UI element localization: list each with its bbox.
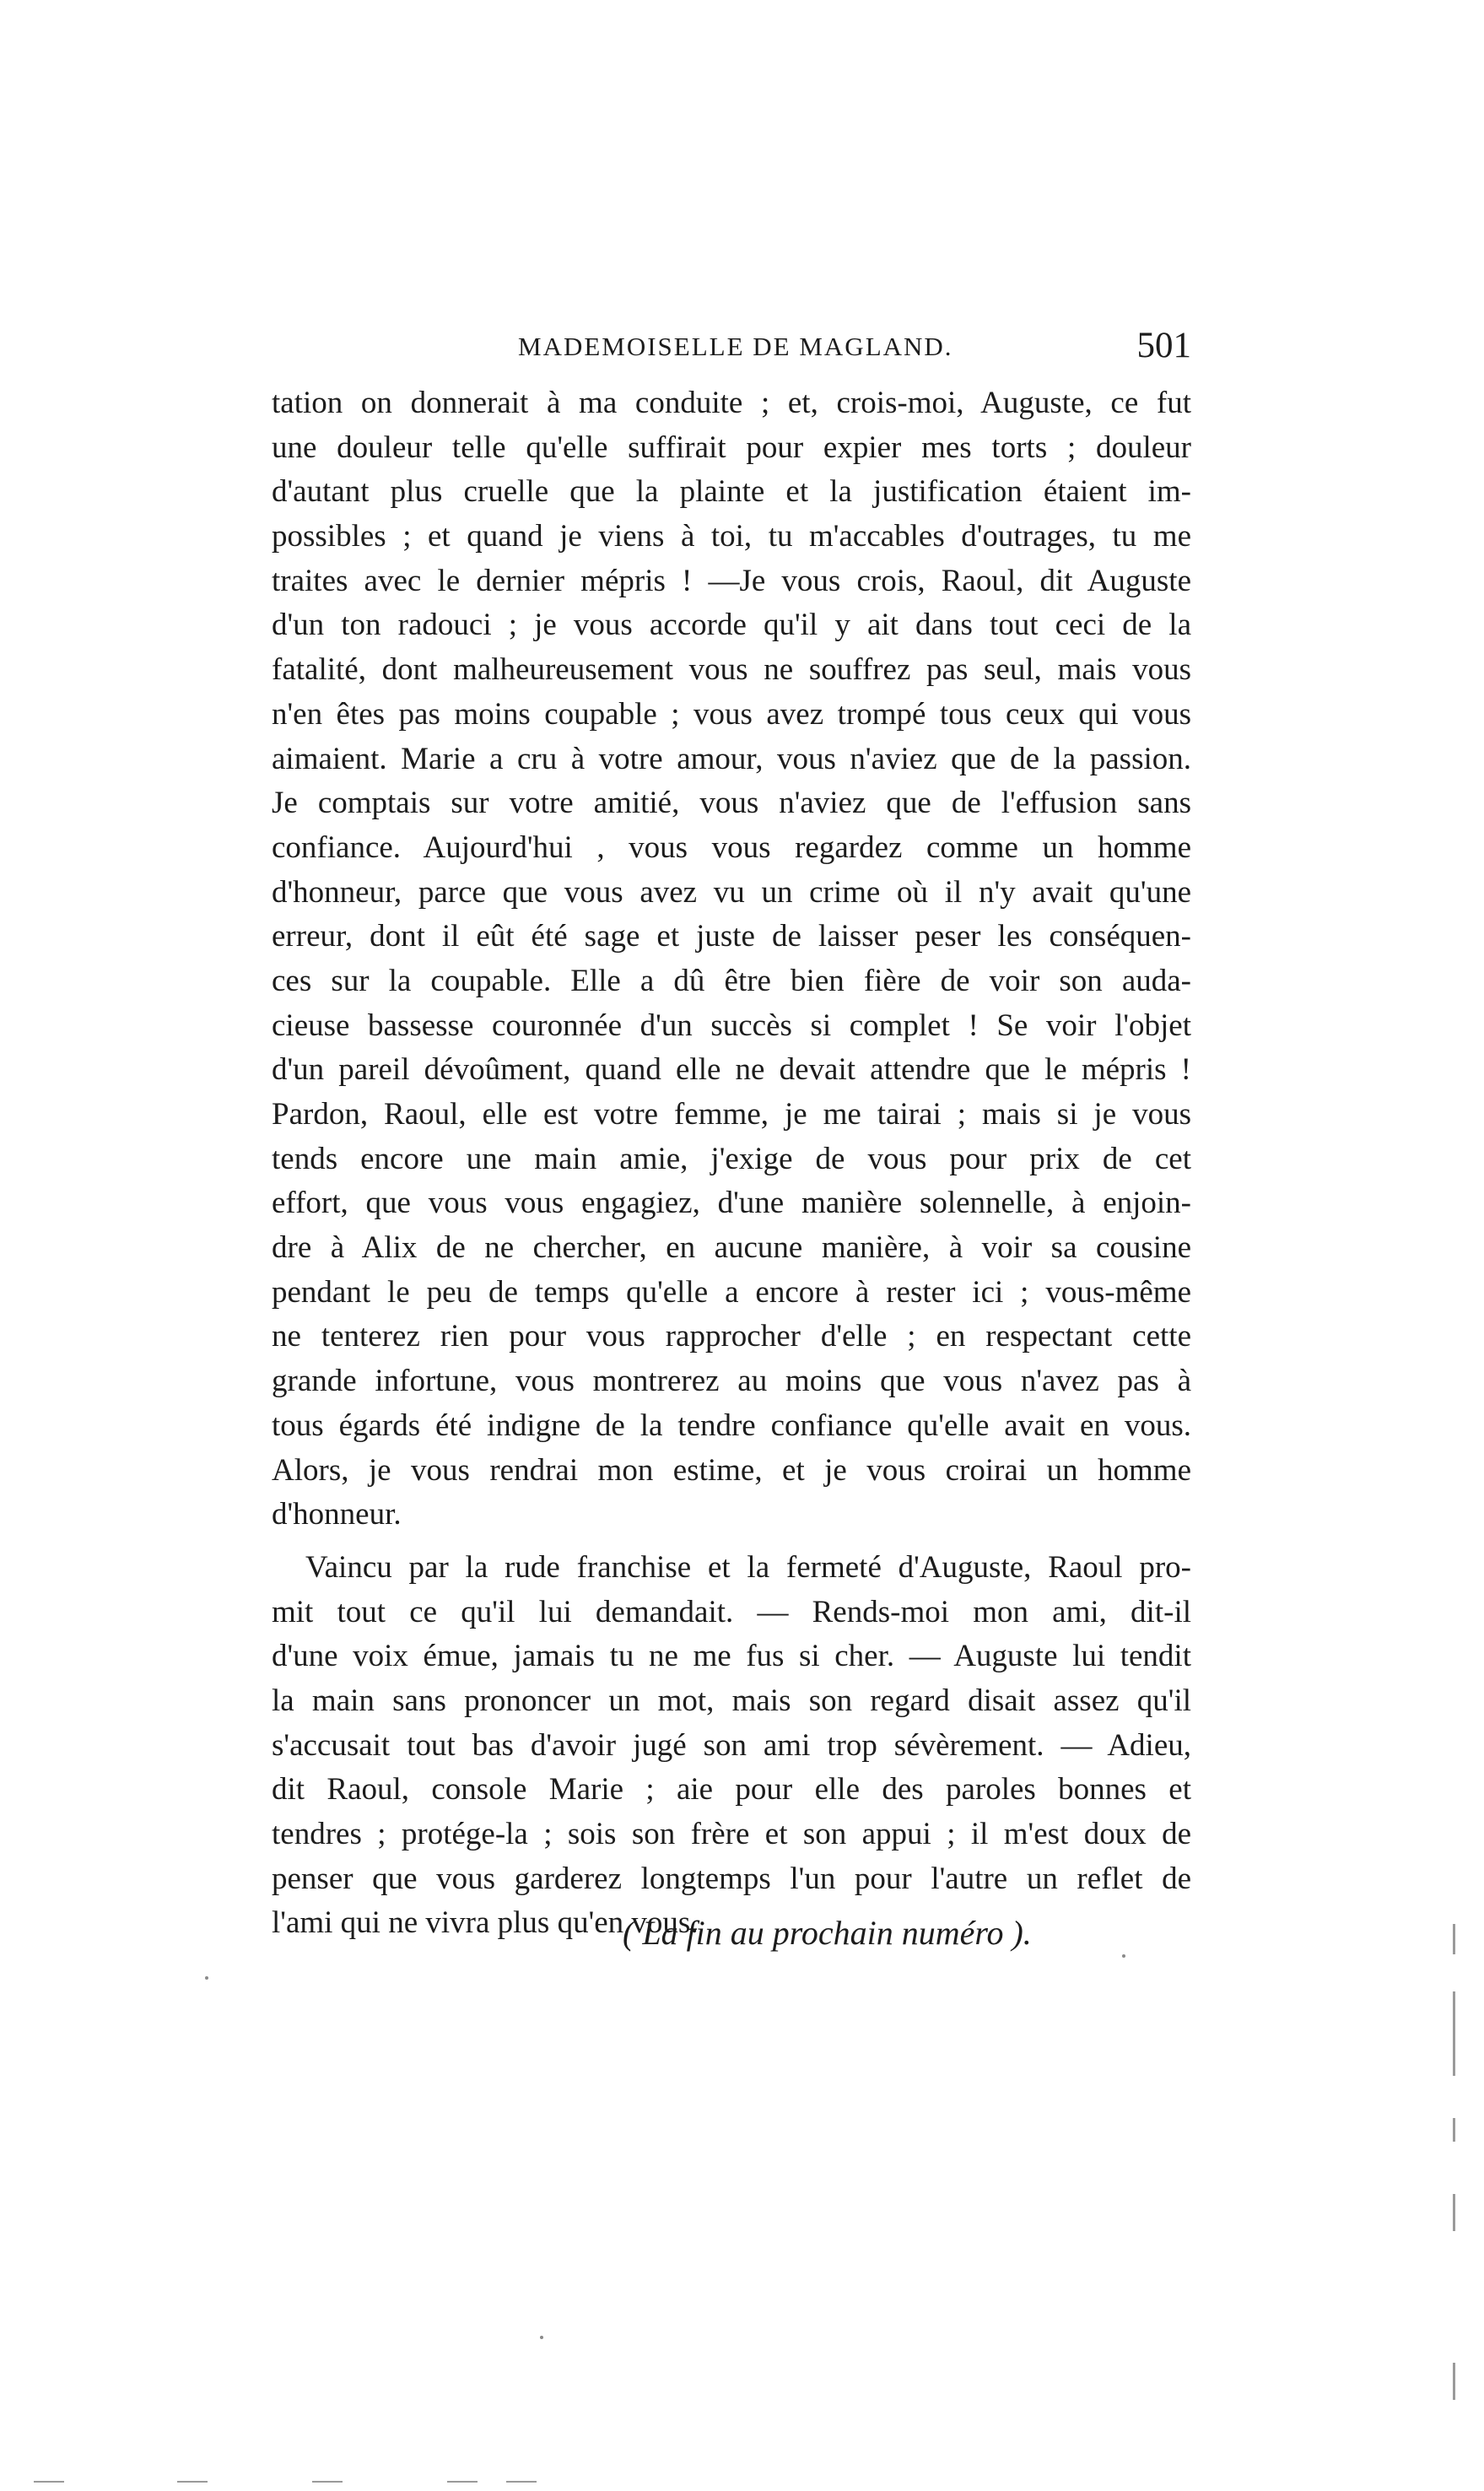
text-line: s'accusait tout bas d'avoir jugé son ami trop sévèrement. — Adieu,	[272, 1727, 1191, 1763]
text-line: tation on donnerait à ma conduite ; et, crois-moi, Auguste, ce fut	[272, 386, 1191, 420]
text-line: grande infortune, vous montrerez au moins que vous n'avez pas à	[272, 1364, 1191, 1399]
text-line: dre à Alix de ne chercher, en aucune manière, à voir sa cousine	[272, 1230, 1191, 1266]
scan-mark	[1453, 1991, 1455, 2076]
text-line: dit Raoul, console Marie ; aie pour elle des paroles bonnes et	[272, 1772, 1191, 1807]
text-line: cieuse bassesse couronnée d'un succès si complet ! Se voir l'objet	[272, 1008, 1191, 1043]
scan-speck	[205, 1976, 208, 1980]
text-line: la main sans prononcer un mot, mais son regard disait assez qu'il	[272, 1683, 1191, 1718]
scan-mark	[1453, 1924, 1455, 1954]
text-line: traites avec le dernier mépris ! —Je vous crois, Raoul, dit Auguste	[272, 563, 1191, 598]
closing-note: ( La fin au prochain numéro ).	[623, 1914, 1032, 1952]
scan-mark	[1453, 2194, 1455, 2231]
text-line: d'autant plus cruelle que la plainte et la justification étaient im-	[272, 474, 1191, 510]
body-text	[272, 381, 1191, 1946]
text-line: effort, que vous vous engagiez, d'une manière solennelle, à enjoin-	[272, 1186, 1191, 1221]
text-line: tendres ; protége-la ; sois son frère et son appui ; il m'est doux de	[272, 1817, 1191, 1851]
scan-speck	[1122, 1954, 1125, 1958]
scan-mark	[1453, 2363, 1455, 2400]
text-line: n'en êtes pas moins coupable ; vous avez trompé tous ceux qui vous	[272, 696, 1191, 732]
scan-mark	[312, 2481, 343, 2483]
text-line: Je comptais sur votre amitié, vous n'aviez que de l'effusion sans	[272, 786, 1191, 821]
text-line: mit tout ce qu'il lui demandait. — Rends-moi mon ami, dit-il	[272, 1594, 1191, 1629]
scan-mark	[177, 2481, 208, 2483]
text-line: tous égards été indigne de la tendre confiance qu'elle avait en vous.	[272, 1408, 1191, 1443]
text-line: Vaincu par la rude franchise et la fermeté d'Auguste, Raoul pro-	[305, 1549, 1191, 1585]
page-header	[272, 325, 1191, 376]
text-line: aimaient. Marie a cru à votre amour, vous n'aviez que de la passion.	[272, 741, 1191, 776]
text-line: Alors, je vous rendrai mon estime, et je vous croirai un homme	[272, 1452, 1191, 1488]
running-title: MADEMOISELLE DE MAGLAND.	[518, 332, 953, 361]
text-line: d'une voix émue, jamais tu ne me fus si cher. — Auguste lui tendit	[272, 1639, 1191, 1674]
text-line: une douleur telle qu'elle suffirait pour expier mes torts ; douleur	[272, 430, 1191, 465]
text-line: ne tenterez rien pour vous rapprocher d'elle ; en respectant cette	[272, 1319, 1191, 1354]
scan-mark	[1453, 2118, 1455, 2142]
text-line: d'un pareil dévoûment, quand elle ne devait attendre que le mépris !	[272, 1052, 1191, 1088]
text-line: confiance. Aujourd'hui , vous vous regardez comme un homme	[272, 829, 1191, 865]
text-line: penser que vous garderez longtemps l'un pour l'autre un reflet de	[272, 1861, 1191, 1896]
text-line: Pardon, Raoul, elle est votre femme, je me tairai ; mais si je vous	[272, 1097, 1191, 1132]
text-line: d'honneur.	[272, 1497, 402, 1532]
text-line: tends encore une main amie, j'exige de vous pour prix de cet	[272, 1141, 1191, 1176]
text-line: pendant le peu de temps qu'elle a encore à rester ici ; vous-même	[272, 1274, 1191, 1310]
text-line: l'ami qui ne vivra plus qu'en vous.	[272, 1905, 699, 1941]
page-number: 501	[1136, 326, 1191, 365]
text-line: ces sur la coupable. Elle a dû être bien fière de voir son auda-	[272, 963, 1191, 998]
scan-mark	[34, 2481, 64, 2483]
text-line: possibles ; et quand je viens à toi, tu m'accables d'outrages, tu me	[272, 519, 1191, 554]
text-line: erreur, dont il eût été sage et juste de laisser peser les conséquen-	[272, 919, 1191, 954]
paragraph-gap	[272, 1537, 1191, 1546]
scan-mark	[447, 2481, 478, 2483]
scan-speck	[540, 2336, 543, 2339]
text-line: d'un ton radouci ; je vous accorde qu'il y ait dans tout ceci de la	[272, 608, 1191, 643]
text-line: fatalité, dont malheureusement vous ne souffrez pas seul, mais vous	[272, 652, 1191, 688]
text-line: d'honneur, parce que vous avez vu un crime où il n'y avait qu'une	[272, 874, 1191, 910]
scan-mark	[506, 2481, 537, 2483]
